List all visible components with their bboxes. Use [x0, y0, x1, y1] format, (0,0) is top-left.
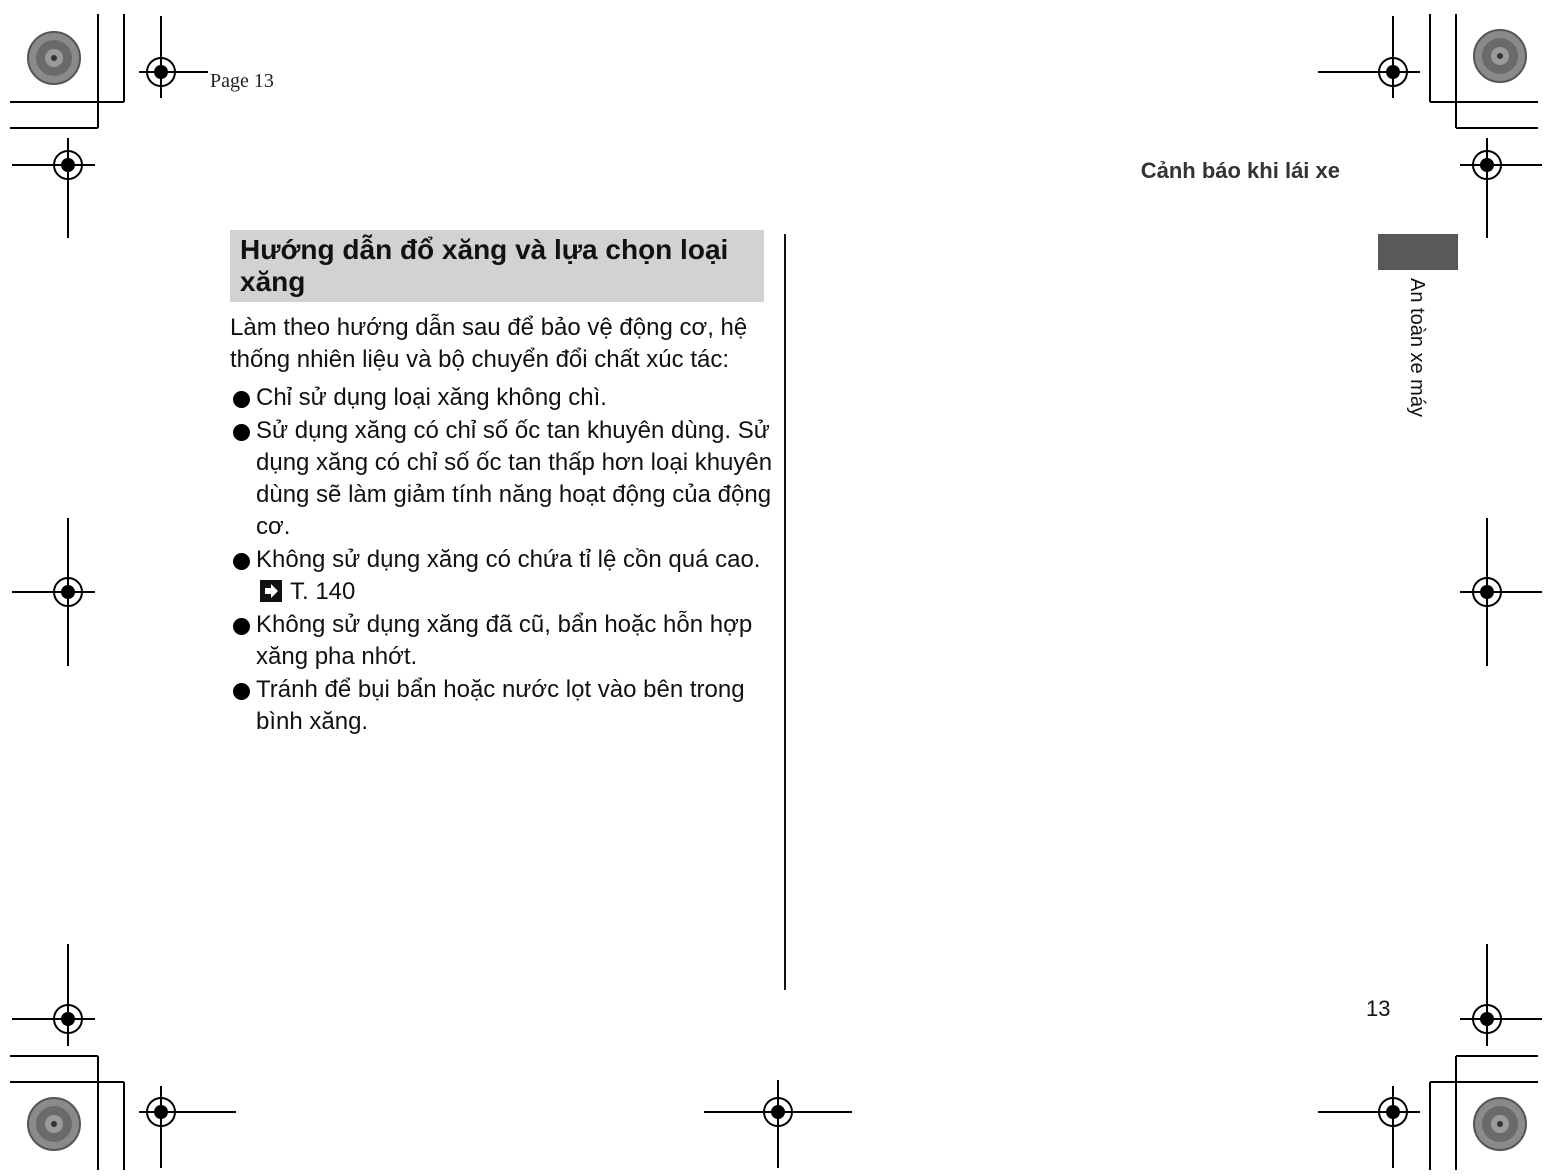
arrow-right-icon: [260, 580, 282, 602]
side-tab-label: An toàn xe máy: [1406, 278, 1428, 417]
list-item: [230, 415, 775, 543]
section-title: Hướng dẫn đổ xăng và lựa chọn loại xăng: [240, 234, 729, 297]
page-label: Page 13: [210, 70, 274, 92]
list-item: [230, 544, 775, 608]
page-reference-link[interactable]: T. 140: [290, 578, 356, 605]
list-item: [230, 609, 775, 673]
list-item-text: Tránh để bụi bẩn hoặc nước lọt vào bên trong bình xăng.: [256, 676, 745, 735]
bullet-icon: [233, 618, 250, 635]
bullet-icon: [233, 424, 250, 441]
intro-paragraph: Làm theo hướng dẫn sau để bảo vệ động cơ, hệ thống nhiên liệu và bộ chuyển đổi chất xúc tác:: [230, 314, 748, 373]
list-item: [230, 674, 775, 738]
list-item-text: Không sử dụng xăng đã cũ, bẩn hoặc hỗn hợp xăng pha nhớt.: [256, 611, 753, 670]
section-body: [230, 312, 775, 739]
running-header: Cảnh báo khi lái xe: [1140, 158, 1340, 183]
list-item-text: Chỉ sử dụng loại xăng không chì.: [256, 384, 607, 411]
section-tab-marker: [1378, 234, 1458, 270]
column-divider: [784, 234, 786, 990]
page-number: 13: [1366, 996, 1391, 1021]
bullet-icon: [233, 553, 250, 570]
list-item: [230, 382, 775, 414]
section-title-band: [230, 230, 764, 302]
bullet-icon: [233, 391, 250, 408]
list-item-text: Sử dụng xăng có chỉ số ốc tan khuyên dùng. Sử dụng xăng có chỉ số ốc tan thấp hơn loại khuyên dùng sẽ làm giảm tính năng hoạt động của động cơ.: [256, 417, 773, 540]
bullet-icon: [233, 683, 250, 700]
list-item-text: Không sử dụng xăng có chứa tỉ lệ cồn quá cao.: [256, 546, 761, 573]
instruction-list: [230, 382, 775, 738]
